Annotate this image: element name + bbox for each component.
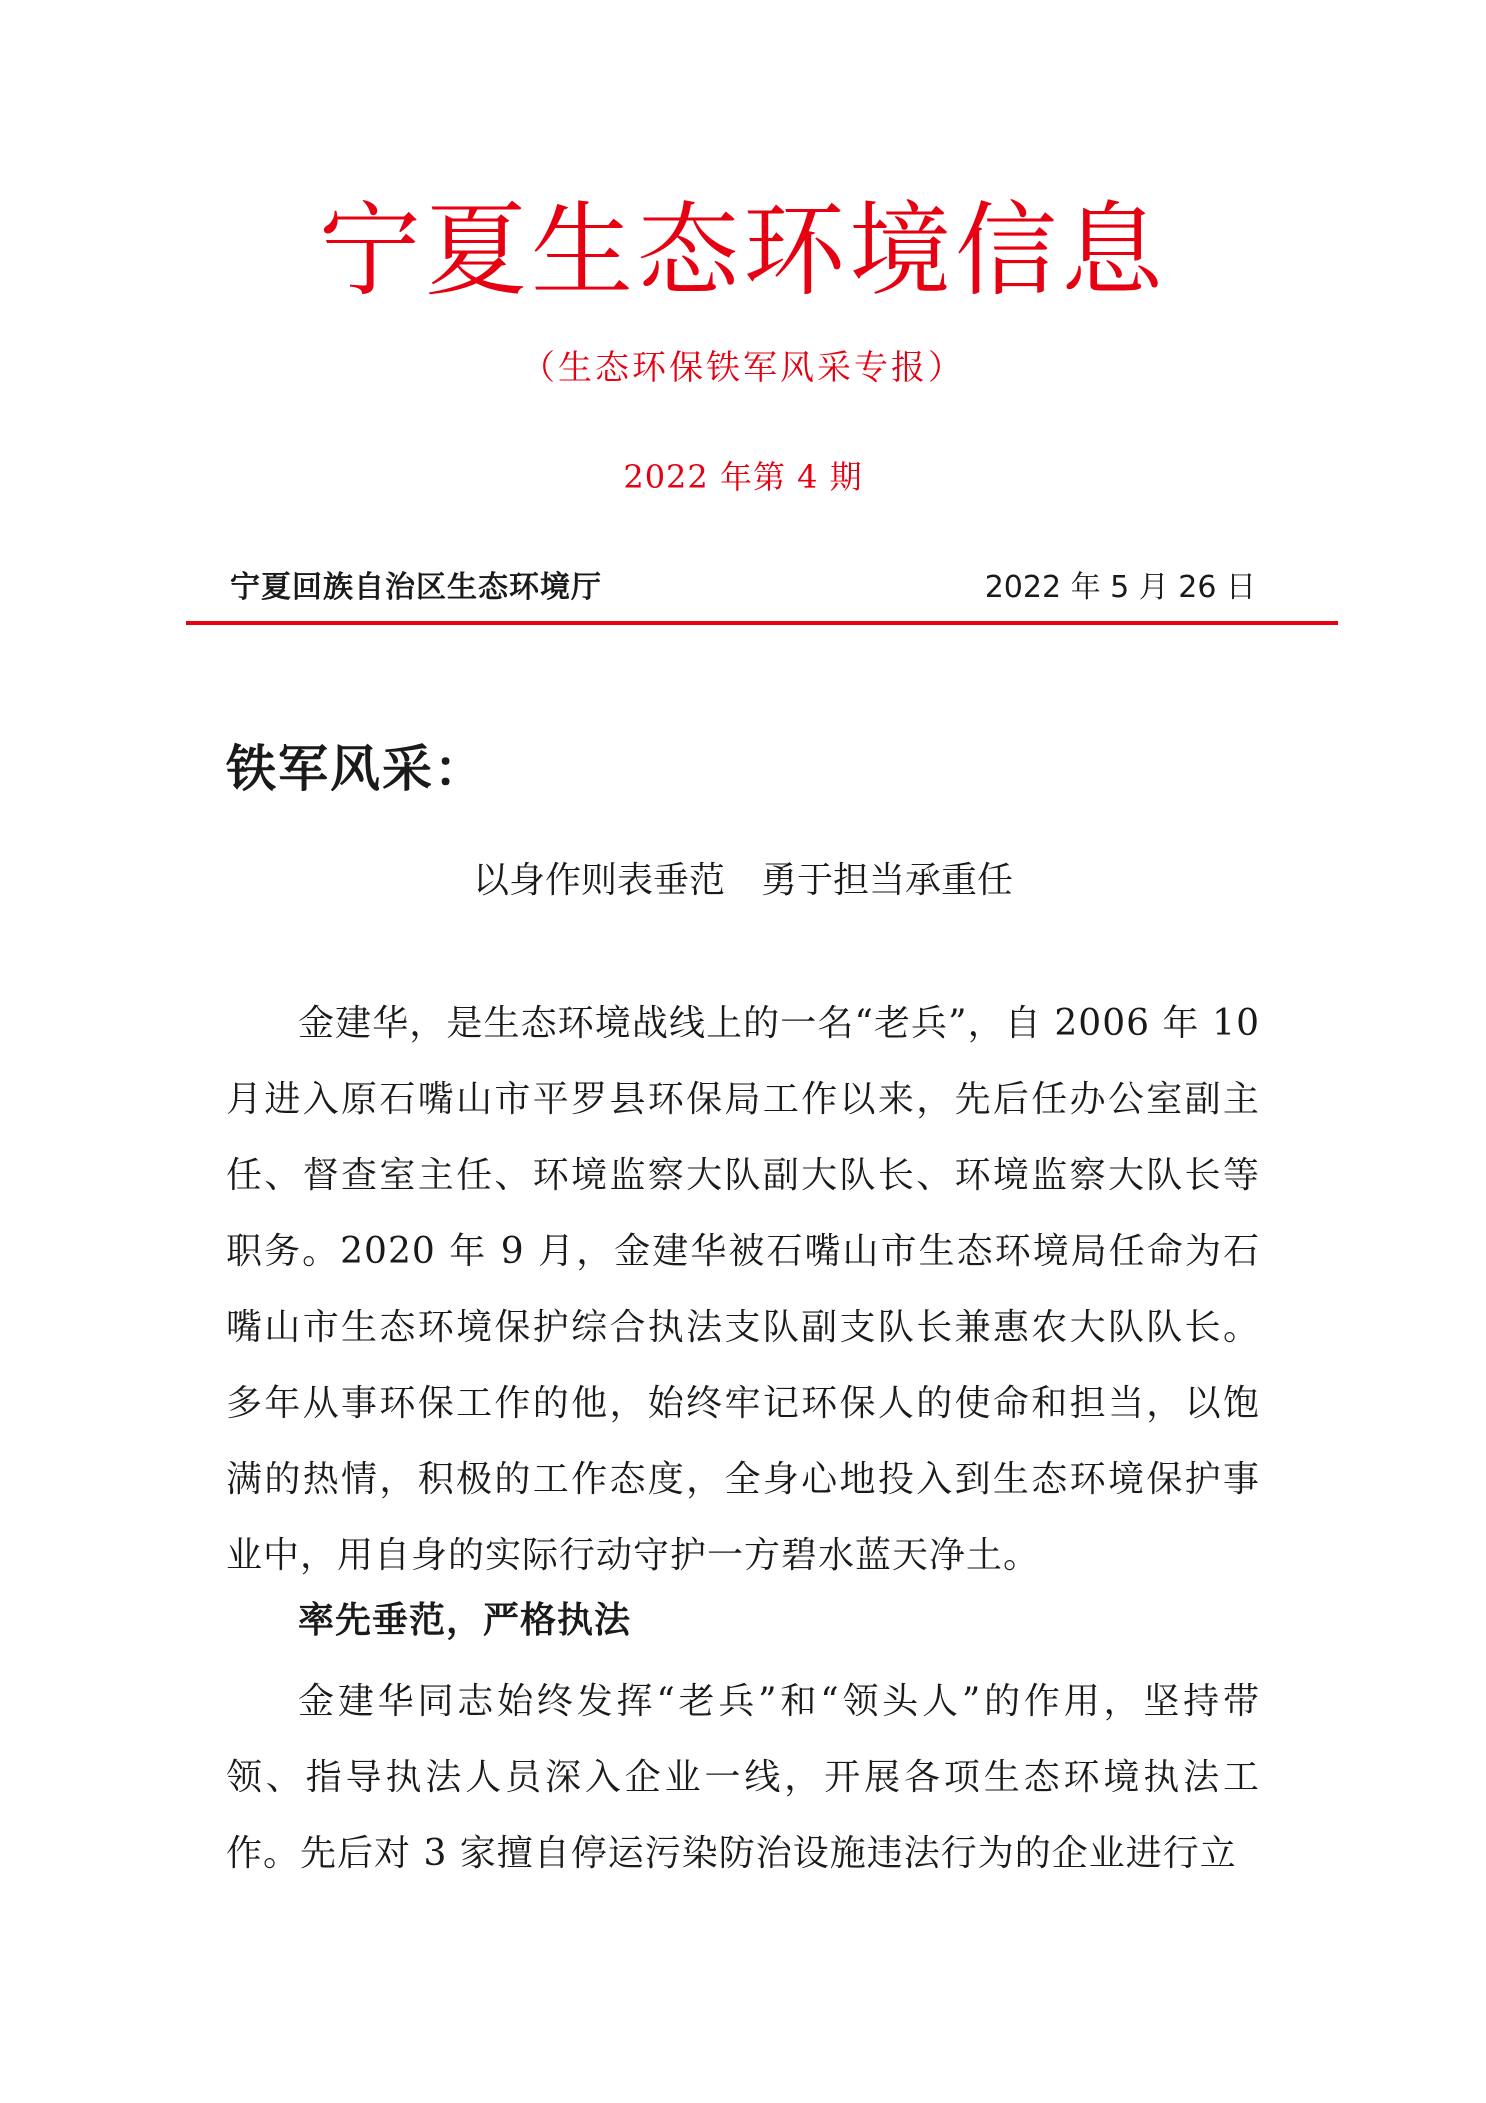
masthead-title: 宁夏生态环境信息 xyxy=(319,192,1167,311)
issue-number: 2022 年第 4 期 xyxy=(623,458,863,496)
sub-heading: 率先垂范，严格执法 xyxy=(298,1599,632,1641)
header-divider-rule xyxy=(186,621,1338,625)
section-heading: 铁军风采： xyxy=(226,739,486,798)
article-title: 以身作则表垂范 勇于担当承重任 xyxy=(472,860,1013,901)
body-paragraph: 金建华同志始终发挥“老兵”和“领头人”的作用，坚持带领、指导执法人员深入企业一线，开展各项生态环境执法工作。先后对 3 家擅自停运污染防治设施违法行为的企业进行立 xyxy=(226,1681,1260,1874)
publication-date: 2022 年 5 月 26 日 xyxy=(984,570,1256,605)
masthead-subtitle: （生态环保铁军风采专报） xyxy=(521,348,965,388)
publisher-name: 宁夏回族自治区生态环境厅 xyxy=(230,570,602,605)
publication-line xyxy=(230,564,1256,612)
body-paragraph: 金建华，是生态环境战线上的一名“老兵”，自 2006 年 10 月进入原石嘴山市平罗县环保局工作以来，先后任办公室副主任、督查室主任、环境监察大队副大队长、环境监察大队长等职务。2020 年 9 月，金建华被石嘴山市生态环境局任命为石嘴山市生态环境保护综合执法支队副支队长兼惠农大队队长。多年从事环保工作的他，始终牢记环保人的使命和担当，以饱满的热情，积极的工作态度，全身心地投入到生态环境保护事业中，用自身的实际行动守护一方碧水蓝天净土。 xyxy=(226,1003,1260,1576)
